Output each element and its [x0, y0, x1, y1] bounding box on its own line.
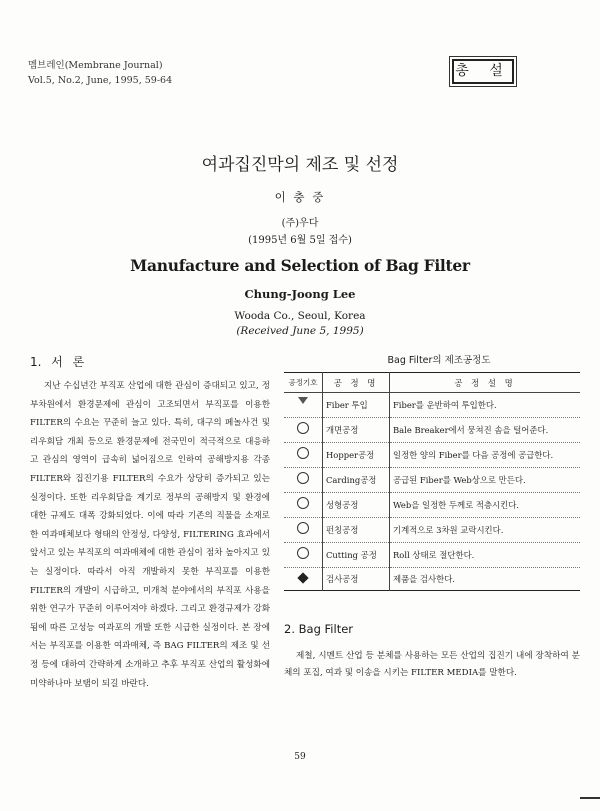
section-1-paragraph: 지난 수십년간 부직포 산업에 대한 관심이 증대되고 있고, 정부차원에서 환경문제에 관심이 고조되면서 부직포를 이용한 FILTER의 수요는 꾸준히 늘고 있다. 특히, 대구의 페놀사건 및 리우회담 개최 등으로 환경문제에 전국민이 적극적으로 대응하고 관심의 영역이 급속히 넓어짐으로 인하여 공해방지용 각종 FILTER와 집진기용 FILTER의 수요가 상당히 증가되고 있는 실정이다. 또한 리우회담을 계기로 정부의 공해방지 및 환경에 대한 규제도 대폭 강화되었다. 이에 따라 기존의 직물을 소재로 한 여과매체보다 형태의 안정성, 다양성, FILTERING 효과에서 앞서고 있는 부직포의 여과매체에 대한 관심이 점차 높아지고 있는 실정이다. 따라서 아직 개발하지 못한 부직포를 이용한 FILTER의 개발이 시급하고, 미개척 분야에서의 부직포 사용을 위한 연구가 꾸준히 이루어져야 하겠다. 그리고 환경규제가 강화됨에 따른 고성능 여과포의 개발 또한 시급한 실정이다. 본 장에서는 부직포를 이용한 여과매체, 즉 BAG FILTER의 제조 및 선정 등에 대하여 간략하게 소개하고 추후 부직포 산업의 활성화에 미약하나마 보탬이 되길 바란다. — [30, 381, 270, 689]
section-1-body — [30, 377, 270, 693]
table-row — [284, 418, 580, 443]
process-description: 일정한 양의 Fiber를 다음 공정에 공급한다. — [390, 443, 581, 468]
process-description: Web을 일정한 두께로 적층시킨다. — [390, 493, 581, 518]
author-english: Chung-Joong Lee — [244, 287, 356, 301]
table-row — [284, 493, 580, 518]
section-2-body — [284, 648, 580, 682]
process-symbol-cell — [284, 493, 323, 518]
title-korean: 여과집진막의 제조 및 선정 — [201, 155, 399, 175]
process-name: 펀칭공정 — [323, 518, 390, 543]
process-symbol-cell — [284, 418, 323, 443]
affiliation-korean: (주)우다 — [281, 218, 319, 229]
process-name: Hopper공정 — [323, 443, 390, 468]
process-description: Bale Breaker에서 뭉쳐진 솜을 털어준다. — [390, 418, 581, 443]
process-description: 제품을 검사한다. — [390, 568, 581, 591]
process-name: Carding공정 — [323, 468, 390, 493]
title-english: Manufacture and Selection of Bag Filter — [130, 256, 470, 275]
circle-icon — [297, 447, 309, 459]
process-name: Fiber 투입 — [323, 393, 390, 418]
process-description: 기계적으로 3차원 교락시킨다. — [390, 518, 581, 543]
circle-icon — [297, 547, 309, 559]
table-caption: Bag Filter의 제조공정도 — [387, 355, 491, 366]
process-symbol-cell — [284, 468, 323, 493]
table-row — [284, 518, 580, 543]
process-name: 성형공정 — [323, 493, 390, 518]
section-2-paragraph: 제철, 시멘트 산업 등 분체를 사용하는 모든 산업의 집진기 내에 장착하여 분체의 포집, 여과 및 이송을 시키는 FILTER MEDIA를 말한다. — [284, 651, 580, 678]
received-date-english: (Received June 5, 1995) — [236, 325, 364, 337]
table-row — [284, 393, 580, 418]
process-symbol-cell — [284, 443, 323, 468]
section-2-heading: 2. Bag Filter — [284, 622, 353, 636]
journal-header — [28, 58, 172, 88]
process-symbol-cell — [284, 393, 323, 418]
circle-icon — [297, 422, 309, 434]
process-name: Cutting 공정 — [323, 543, 390, 568]
circle-icon — [297, 497, 309, 509]
header-process-name: 공 정 명 — [323, 373, 390, 393]
table-row — [284, 543, 580, 568]
process-table — [284, 372, 580, 591]
page-number: 59 — [294, 752, 306, 762]
header-symbol: 공정기호 — [284, 373, 323, 393]
process-description: 공급된 Fiber를 Web상으로 만든다. — [390, 468, 581, 493]
section-type-badge: 총 설 — [452, 59, 514, 84]
process-symbol-cell — [284, 543, 323, 568]
journal-name: 멤브레인(Membrane Journal) — [28, 60, 163, 71]
process-symbol-cell — [284, 518, 323, 543]
author-korean: 이 충 중 — [274, 190, 326, 204]
circle-icon — [297, 472, 309, 484]
scan-edge-mark — [580, 797, 600, 799]
table-row — [284, 468, 580, 493]
affiliation-english: Wooda Co., Seoul, Korea — [234, 310, 366, 322]
process-description: Roll 상태로 절단한다. — [390, 543, 581, 568]
process-name: 검사공정 — [323, 568, 390, 591]
section-1-heading: 1. 서 론 — [30, 355, 85, 369]
diamond-icon — [297, 572, 308, 583]
process-name: 개면공정 — [323, 418, 390, 443]
header-process-desc: 공 정 설 명 — [390, 373, 581, 393]
circle-icon — [297, 522, 309, 534]
table-row — [284, 443, 580, 468]
table-header-row — [284, 373, 580, 393]
process-description: Fiber를 운반하여 투입한다. — [393, 400, 497, 410]
triangle-icon — [298, 397, 308, 409]
journal-volume: Vol.5, No.2, June, 1995, 59-64 — [28, 75, 173, 86]
received-date-korean: (1995년 6월 5일 접수) — [248, 235, 352, 246]
table-row — [284, 568, 580, 591]
process-symbol-cell — [284, 568, 323, 591]
